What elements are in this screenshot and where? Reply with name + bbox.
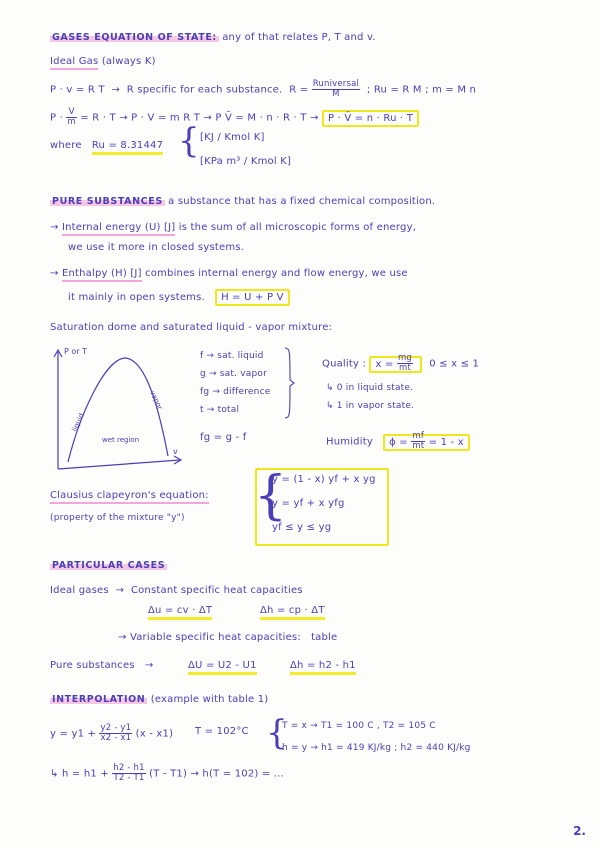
- interp-t-line: T = x → T1 = 100 C , T2 = 105 C: [282, 721, 436, 731]
- gas-eq-line-1: [50, 80, 476, 99]
- du-cv: Δu = cv · ΔT: [148, 605, 212, 620]
- pure-du: [188, 660, 257, 672]
- gases-title-rest: any of that relates P, T and v.: [222, 32, 376, 43]
- saturation-title: Saturation dome and saturated liquid - vapor mixture:: [50, 322, 333, 333]
- diagram-axis-label: P or T: [64, 347, 87, 356]
- page-number: 2.: [573, 824, 586, 838]
- quality-range: 0 ≤ x ≤ 1: [429, 358, 480, 370]
- clausius-brace: {: [254, 466, 288, 526]
- pure-dh: [290, 660, 356, 672]
- clausius-eq3: yf ≤ y ≤ yg: [272, 522, 332, 533]
- ideal-gases-arrow: →: [115, 585, 125, 596]
- interp-final: [50, 764, 284, 783]
- humidity-num: mf: [412, 431, 425, 441]
- r-frac-den: M: [332, 89, 340, 99]
- clausius-line: [50, 490, 209, 502]
- interp-y-right: (x - x1): [135, 728, 174, 740]
- p-dot: P ·: [50, 112, 63, 124]
- enthalpy-open-systems: it mainly in open systems.: [68, 292, 205, 303]
- quality-label: Quality :: [322, 358, 367, 370]
- interp-formula: [50, 724, 173, 743]
- ideal-gases-line: [50, 585, 303, 597]
- def-fg-eq: fg = g - f: [200, 432, 247, 443]
- r-fraction: [312, 80, 360, 99]
- diagram-x-axis: [58, 460, 180, 469]
- interp-y-fraction: [99, 724, 132, 743]
- def-fg: fg → difference: [200, 387, 271, 397]
- def-t: t → total: [200, 405, 240, 415]
- v-over-m: [66, 108, 76, 127]
- pv-rt: P · v = R T: [50, 84, 105, 96]
- quality-line: [322, 354, 479, 373]
- quality-x: x =: [375, 358, 394, 370]
- enthalpy-line: → Enthalpy (H) [J] combines internal energy and flow energy, we use: [50, 268, 408, 280]
- internal-energy-text: is the sum of all microscopic forms of energy,: [178, 222, 417, 233]
- interp-temp: T = 102°C: [195, 726, 249, 737]
- interp-y-num: y2 - y1: [100, 723, 132, 733]
- def-g: g → sat. vapor: [200, 369, 267, 379]
- particular-heading-line: [50, 560, 167, 572]
- humidity-rest: = 1 - x: [428, 436, 464, 448]
- ideal-gas-label: Ideal Gas: [50, 56, 98, 70]
- dh-cp: Δh = cp · ΔT: [260, 605, 325, 620]
- quality-num: mg: [397, 353, 413, 363]
- pure-dh-eq: Δh = h2 - h1: [290, 660, 356, 675]
- ru-value: Ru = 8.31447: [92, 140, 163, 155]
- ru-relations: ; Ru = R M ; m = M n: [366, 84, 477, 96]
- r-frac-num: Runiversal: [312, 79, 360, 89]
- gas-eq-line-2: [50, 108, 419, 127]
- internal-energy-line2: we use it more in closed systems.: [68, 242, 245, 253]
- variable-cap-line: [118, 632, 337, 644]
- ideal-gases-label: Ideal gases: [50, 585, 109, 596]
- internal-energy-line: → Internal energy (U) [J] is the sum of all microscopic forms of energy,: [50, 222, 416, 234]
- internal-energy-label: Internal energy (U) [J]: [62, 222, 175, 236]
- pure-subs-label: Pure substances: [50, 660, 135, 671]
- unit-kpa: [KPa m³ / Kmol K]: [200, 156, 292, 167]
- arrow: →: [111, 84, 121, 96]
- quality-den: mt: [398, 363, 411, 373]
- enthalpy-label: Enthalpy (H) [J]: [62, 268, 142, 282]
- def-f: f → sat. liquid: [200, 351, 264, 361]
- r-specific-text: R specific for each substance.: [126, 84, 283, 96]
- clausius-eq1: y = (1 - x) yf + x yg: [272, 474, 376, 485]
- unit-kj: [KJ / Kmol K]: [200, 132, 265, 143]
- dome-curve: [68, 358, 168, 462]
- interp-title: INTERPOLATION: [52, 694, 146, 705]
- humidity-fraction: [411, 432, 425, 451]
- humidity-line: [326, 432, 470, 451]
- interp-final-num: h2 - h1: [113, 763, 145, 773]
- v-num: V: [66, 108, 76, 118]
- variable-heat-capacities: → Variable specific heat capacities:: [118, 632, 301, 643]
- enthalpy-line2: [68, 292, 290, 304]
- defs-bracket: [283, 346, 297, 420]
- interp-brace: {: [266, 713, 288, 753]
- quality-fraction: [397, 354, 413, 373]
- clausius-note: (property of the mixture "y"): [50, 513, 185, 523]
- molar-gas-eq-box: P · V̄ = n · Ru · T: [322, 110, 419, 127]
- du-eq: [148, 605, 212, 617]
- interp-y-left: y = y1 +: [50, 728, 97, 740]
- diagram-v-label: v: [173, 447, 178, 456]
- r-label: R =: [289, 84, 309, 96]
- interp-heading-line: [50, 694, 268, 706]
- table-label: table: [311, 632, 338, 643]
- diagram-wet-label: wet region: [102, 436, 140, 444]
- interp-final-right: (T - T1) → h(T = 102) = ...: [149, 768, 284, 780]
- unit-brace: {: [178, 121, 200, 161]
- m-den: m: [67, 117, 76, 127]
- diagram-vapor-label: vapor: [148, 389, 164, 412]
- pure-title: PURE SUBSTANCES: [52, 196, 163, 207]
- gas-eq-chain: = R · T → P · V = m R T → P V̄ = M · n · R · T →: [80, 112, 319, 124]
- constant-heat-capacities: Constant specific heat capacities: [130, 585, 303, 596]
- where-label: where: [50, 140, 82, 151]
- gases-heading-line: [50, 32, 376, 44]
- pure-du-eq: ΔU = U2 - U1: [188, 660, 257, 675]
- diagram-liquid-label: liquid: [70, 412, 86, 433]
- humidity-den: mt: [412, 441, 425, 451]
- enthalpy-text: combines internal energy and flow energy, we use: [145, 268, 408, 279]
- enthalpy-box: H = U + P V: [215, 289, 290, 306]
- interp-h-line: h = y → h1 = 419 KJ/kg ; h2 = 440 KJ/kg: [282, 743, 471, 753]
- pure-subs-arrow: →: [144, 660, 154, 671]
- interp-final-left: ↳ h = h1 +: [50, 768, 109, 780]
- ru-line: [50, 140, 163, 152]
- clausius-label: Clausius clapeyron's equation:: [50, 490, 209, 504]
- saturation-dome-diagram: [50, 344, 185, 474]
- humidity-phi: ϕ =: [389, 436, 408, 448]
- pure-subs-line: [50, 660, 154, 672]
- gases-title: GASES EQUATION OF STATE:: [52, 32, 217, 43]
- humidity-box: [383, 431, 470, 451]
- ideal-gas-note: (always K): [101, 56, 156, 67]
- interp-y-den: x2 - x1: [100, 733, 132, 743]
- pure-title-rest: a substance that has a fixed chemical composition.: [168, 196, 436, 207]
- humidity-label: Humidity: [326, 436, 373, 448]
- interp-final-den: T2 - T1: [113, 773, 145, 783]
- saturation-title-line: [50, 322, 332, 334]
- dh-eq: [260, 605, 325, 617]
- quality-0-note: ↳ 0 in liquid state.: [326, 383, 414, 393]
- pure-heading-line: [50, 196, 435, 208]
- interp-title-rest: (example with table 1): [150, 694, 269, 705]
- ideal-gas-line: [50, 56, 156, 68]
- quality-1-note: ↳ 1 in vapor state.: [326, 401, 415, 411]
- clausius-eq2: y = yf + x yfg: [272, 498, 345, 509]
- particular-title: PARTICULAR CASES: [52, 560, 166, 571]
- quality-box: [369, 353, 422, 373]
- interp-final-fraction: [112, 764, 145, 783]
